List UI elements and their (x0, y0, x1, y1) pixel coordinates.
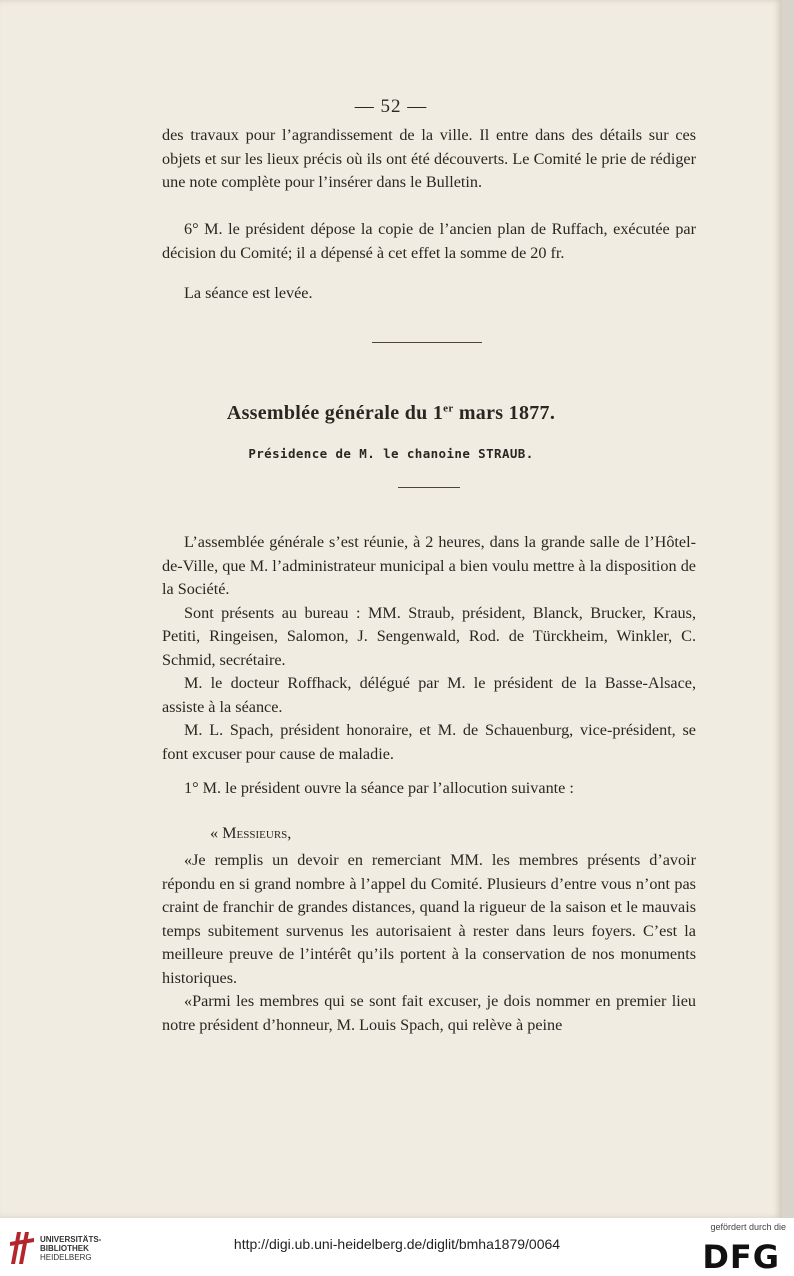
page-number: — 52 — (354, 96, 428, 117)
section-heading (0, 402, 782, 425)
library-name-line3: HEIDELBERG (40, 1253, 92, 1262)
library-name-line1: UNIVERSITÄTS- (40, 1235, 102, 1244)
paragraph-salutation: « Messieurs, (210, 824, 292, 842)
paragraph-closing: La séance est levée. (184, 284, 313, 302)
body-assembly (162, 531, 696, 766)
body-salutation (210, 822, 510, 846)
library-name-line2: BIBLIOTHEK (40, 1244, 89, 1253)
dfg-logo: DFG (702, 1238, 780, 1276)
body-closing (162, 282, 696, 306)
divider-bottom (398, 487, 460, 488)
source-url[interactable]: http://digi.ub.uni-heidelberg.de/diglit/bmha1879/0064 (233, 1236, 561, 1252)
heading-end: mars 1877. (453, 402, 556, 424)
paragraph-speech-1: «Je remplis un devoir en remerciant MM. les membres présents d’avoir répondu en si grand nombre à l’appel du Comité. Plusieurs d’entre vous n’ont pas craint de franchir de grandes distances, quand la rigueur de la saison et le mauvais temps subitement survenus les autorisaient à rester dans leurs foyers. C’est la meilleure preuve de l’intérêt qu’ils portent à la conservation de nos monuments historiques. (162, 851, 696, 987)
body-allocution (162, 777, 696, 801)
heading-superscript: er (443, 402, 454, 415)
paragraph-present: Sont présents au bureau : MM. Straub, président, Blanck, Brucker, Kraus, Petiti, Ringeisen, Salomon, J. Sengenwald, Rod. de Türckheim, Winkler, C. Schmid, secrétaire. (162, 603, 696, 669)
paragraph-assembly: L’assemblée générale s’est réunie, à 2 heures, dans la grande salle de l’Hôtel-de-Ville, que M. l’administrateur municipal a bien voulu mettre à la disposition de la Société. (162, 533, 696, 598)
funding-note: gefördert durch die (710, 1222, 786, 1232)
footer-bar (0, 1218, 794, 1276)
section-subheading: Présidence de M. le chanoine STRAUB. (248, 446, 534, 461)
paragraph-continuation: des travaux pour l’agrandissement de la ville. Il entre dans des détails sur ces objets et sur les lieux précis où ils ont été découverts. Le Comité le prie de rédiger une note complète pour l’insérer dans le Bulletin. (162, 126, 696, 191)
body-speech (162, 849, 696, 1037)
page-edge (782, 0, 794, 1218)
paragraph-item-6: 6° M. le président dépose la copie de l’ancien plan de Ruffach, exécutée par décision du Comité; il a dépensé à cet effet la somme de 20 fr. (162, 220, 696, 262)
paragraph-item-1: 1° M. le président ouvre la séance par l’allocution suivante : (184, 779, 574, 797)
body-item-6 (162, 218, 696, 265)
divider-top (372, 342, 482, 343)
paragraph-speech-2: «Parmi les membres qui se sont fait excuser, je dois nommer en premier lieu notre président d’honneur, M. Louis Spach, qui relève à peine (162, 992, 696, 1034)
paragraph-delegate: M. le docteur Roffhack, délégué par M. le président de la Basse-Alsace, assiste à la séance. (162, 674, 696, 716)
body-top (162, 124, 696, 195)
heading-main: Assemblée générale du 1 (226, 402, 444, 424)
paragraph-excused: M. L. Spach, président honoraire, et M. de Schauenburg, vice-président, se font excuser pour cause de maladie. (162, 721, 696, 763)
